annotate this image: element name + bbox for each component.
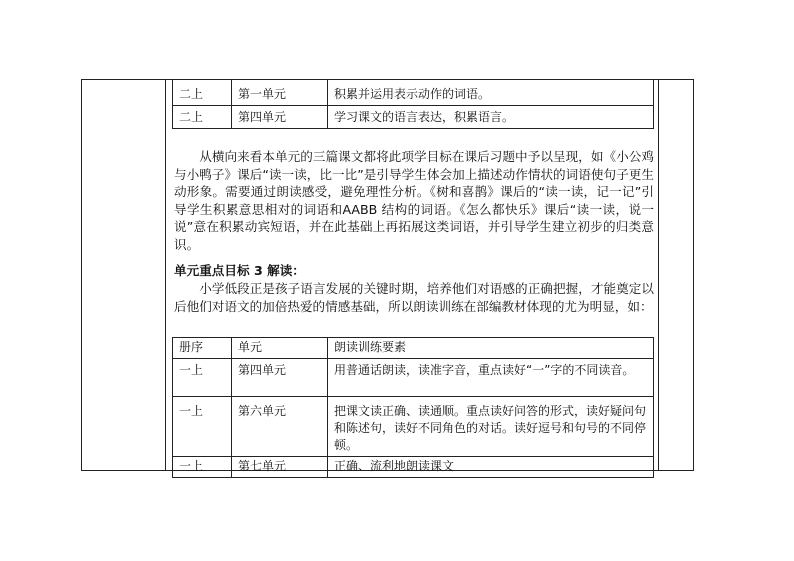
unit-cell: 第四单元	[232, 359, 328, 397]
unit-cell: 第七单元	[232, 457, 328, 478]
grade-cell: 一上	[173, 397, 232, 457]
header-content: 朗读训练要素	[328, 338, 654, 359]
grade-cell: 二上	[173, 106, 232, 129]
header-unit: 单元	[232, 338, 328, 359]
table-header-row	[173, 338, 654, 359]
grade-cell: 一上	[173, 359, 232, 397]
outer-right-column-divider	[658, 79, 659, 471]
unit-cell: 第一单元	[232, 80, 328, 106]
outer-left-column-divider	[165, 79, 166, 471]
grade-cell: 一上	[173, 457, 232, 478]
table-row	[173, 359, 654, 397]
unit-cell: 第六单元	[232, 397, 328, 457]
top-table	[172, 79, 654, 129]
table-row	[173, 80, 654, 106]
paragraph-horizontal-analysis: 从横向来看本单元的三篇课文都将此项学目标在课后习题中予以呈现，如《小公鸡与小鸭子》课后“读一读，比一比”是引导学生体会加上描述动作情状的词语使句子更生动形象。需要通过朗读感受，避免理性分析。《树和喜鹊》课后的“读一读，记一记”引导学生积累意思相对的词语和AABB 结构的词语。《怎么都快乐》课后“读一读，说一说”意在积累动宾短语，并在此基础上再拓展这类词语，并引导学生建立初步的归类意识。	[174, 149, 654, 252]
grade-cell: 二上	[173, 80, 232, 106]
table-row	[173, 457, 654, 478]
header-grade: 册序	[173, 338, 232, 359]
unit-cell: 第四单元	[232, 106, 328, 129]
content-cell: 正确、流利地朗读课文	[328, 457, 654, 478]
table-row	[173, 106, 654, 129]
paragraph-reading-training: 小学低段正是孩子语言发展的关键时期，培养他们对语感的正确把握，才能奠定以后他们对语文的加倍热爱的情感基础，所以朗读训练在部编教材体现的尤为明显，如：	[174, 281, 654, 314]
content-cell: 把课文读正确、读通顺。重点读好问答的形式，读好疑问句和陈述句，读好不同角色的对话。读好逗号和句号的不同停顿。	[328, 397, 654, 457]
section-heading-goal-3: 单元重点目标 3 解读：	[174, 263, 305, 278]
reading-training-table	[172, 337, 654, 478]
content-cell: 积累并运用表示动作的词语。	[328, 80, 654, 106]
content-cell: 学习课文的语言表达，积累语言。	[328, 106, 654, 129]
table-row	[173, 397, 654, 457]
content-cell: 用普通话朗读，读准字音，重点读好“一”字的不同读音。	[328, 359, 654, 397]
